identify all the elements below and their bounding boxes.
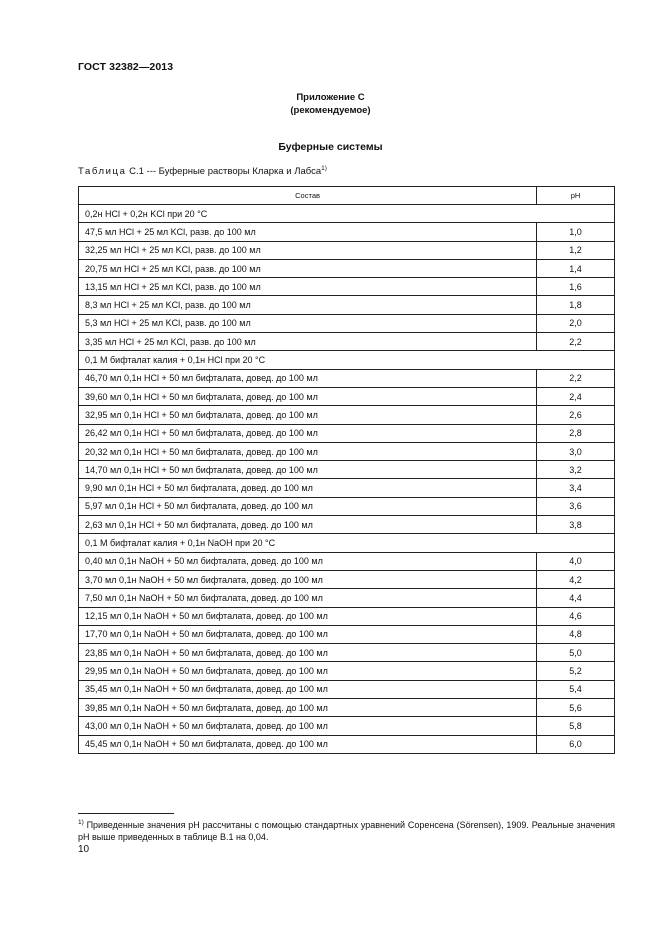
group-header-row xyxy=(79,534,615,552)
column-header-ph: pH xyxy=(537,187,615,205)
ph-cell: 3,4 xyxy=(537,479,615,497)
ph-cell: 1,0 xyxy=(537,223,615,241)
composition-cell: 32,95 мл 0,1н HCl + 50 мл бифталата, довед. до 100 мл xyxy=(79,406,537,424)
composition-cell: 20,32 мл 0,1н HCl + 50 мл бифталата, довед. до 100 мл xyxy=(79,442,537,460)
table-row xyxy=(79,424,615,442)
footnote-text: Приведенные значения рН рассчитаны с помощью стандартных уравнений Соренсена (Sörensen), 1909. Реальные значения рН выше приведенных в таблице В.1 на 0,04. xyxy=(78,820,615,842)
ph-cell: 2,6 xyxy=(537,406,615,424)
table-row xyxy=(79,625,615,643)
footnote-mark: 1) xyxy=(78,819,84,826)
table-row xyxy=(79,387,615,405)
footnote xyxy=(78,817,615,843)
composition-cell: 2,63 мл 0,1н HCl + 50 мл бифталата, довед. до 100 мл xyxy=(79,516,537,534)
composition-cell: 0,40 мл 0,1н NaOH + 50 мл бифталата, довед. до 100 мл xyxy=(79,552,537,570)
table-row xyxy=(79,296,615,314)
composition-cell: 46,70 мл 0,1н HCl + 50 мл бифталата, довед. до 100 мл xyxy=(79,369,537,387)
ph-cell: 4,6 xyxy=(537,607,615,625)
composition-cell: 7,50 мл 0,1н NaOH + 50 мл бифталата, довед. до 100 мл xyxy=(79,589,537,607)
composition-cell: 12,15 мл 0,1н NaOH + 50 мл бифталата, довед. до 100 мл xyxy=(79,607,537,625)
composition-cell: 8,3 мл HCl + 25 мл KCl, разв. до 100 мл xyxy=(79,296,537,314)
composition-cell: 9,90 мл 0,1н HCl + 50 мл бифталата, довед. до 100 мл xyxy=(79,479,537,497)
ph-cell: 4,8 xyxy=(537,625,615,643)
table-row xyxy=(79,607,615,625)
table-caption xyxy=(78,165,327,177)
table-row xyxy=(79,369,615,387)
composition-cell: 20,75 мл HCl + 25 мл KCl, разв. до 100 мл xyxy=(79,259,537,277)
table-row xyxy=(79,442,615,460)
ph-cell: 3,0 xyxy=(537,442,615,460)
composition-cell: 32,25 мл HCl + 25 мл KCl, разв. до 100 мл xyxy=(79,241,537,259)
group-title: 0,1 М бифталат калия + 0,1н NaOH при 20 °С xyxy=(79,534,615,552)
appendix-title: Приложение С xyxy=(296,92,365,103)
group-header-row xyxy=(79,351,615,369)
ph-cell: 5,0 xyxy=(537,644,615,662)
ph-cell: 1,4 xyxy=(537,259,615,277)
composition-cell: 3,70 мл 0,1н NaOH + 50 мл бифталата, довед. до 100 мл xyxy=(79,570,537,588)
table-row xyxy=(79,662,615,680)
table-row xyxy=(79,461,615,479)
composition-cell: 5,97 мл 0,1н HCl + 50 мл бифталата, довед. до 100 мл xyxy=(79,497,537,515)
ph-cell: 5,4 xyxy=(537,680,615,698)
composition-cell: 14,70 мл 0,1н HCl + 50 мл бифталата, довед. до 100 мл xyxy=(79,461,537,479)
table-row xyxy=(79,497,615,515)
table-row xyxy=(79,479,615,497)
ph-cell: 1,6 xyxy=(537,278,615,296)
group-header-row xyxy=(79,205,615,223)
composition-cell: 45,45 мл 0,1н NaOH + 50 мл бифталата, довед. до 100 мл xyxy=(79,735,537,753)
composition-cell: 26,42 мл 0,1н HCl + 50 мл бифталата, довед. до 100 мл xyxy=(79,424,537,442)
composition-cell: 39,60 мл 0,1н HCl + 50 мл бифталата, довед. до 100 мл xyxy=(79,387,537,405)
ph-cell: 3,6 xyxy=(537,497,615,515)
table-row xyxy=(79,735,615,753)
table-row xyxy=(79,278,615,296)
ph-cell: 3,8 xyxy=(537,516,615,534)
section-title: Буферные системы xyxy=(278,141,383,153)
table-row xyxy=(79,223,615,241)
ph-cell: 3,2 xyxy=(537,461,615,479)
table-row xyxy=(79,699,615,717)
table-row xyxy=(79,333,615,351)
composition-cell: 43,00 мл 0,1н NaOH + 50 мл бифталата, довед. до 100 мл xyxy=(79,717,537,735)
buffer-solutions-table xyxy=(78,186,615,754)
table-row xyxy=(79,570,615,588)
table-body xyxy=(79,205,615,754)
ph-cell: 6,0 xyxy=(537,735,615,753)
composition-cell: 13,15 мл HCl + 25 мл KCl, разв. до 100 мл xyxy=(79,278,537,296)
table-header-row xyxy=(79,187,615,205)
composition-cell: 47,5 мл HCl + 25 мл KCl, разв. до 100 мл xyxy=(79,223,537,241)
composition-cell: 3,35 мл HCl + 25 мл KCl, разв. до 100 мл xyxy=(79,333,537,351)
table-caption-dash: --- xyxy=(146,166,157,178)
table-row xyxy=(79,644,615,662)
composition-cell: 17,70 мл 0,1н NaOH + 50 мл бифталата, довед. до 100 мл xyxy=(79,625,537,643)
composition-cell: 39,85 мл 0,1н NaOH + 50 мл бифталата, довед. до 100 мл xyxy=(79,699,537,717)
ph-cell: 4,4 xyxy=(537,589,615,607)
appendix-heading xyxy=(0,91,661,117)
table-row xyxy=(79,717,615,735)
table-row xyxy=(79,314,615,332)
table-row xyxy=(79,406,615,424)
ph-cell: 2,2 xyxy=(537,369,615,387)
appendix-subtitle: (рекомендуемое) xyxy=(290,105,371,116)
ph-cell: 2,2 xyxy=(537,333,615,351)
composition-cell: 35,45 мл 0,1н NaOH + 50 мл бифталата, довед. до 100 мл xyxy=(79,680,537,698)
ph-cell: 5,6 xyxy=(537,699,615,717)
ph-cell: 4,0 xyxy=(537,552,615,570)
column-header-composition: Состав xyxy=(79,187,537,205)
table-row xyxy=(79,241,615,259)
table-row xyxy=(79,589,615,607)
composition-cell: 5,3 мл HCl + 25 мл KCl, разв. до 100 мл xyxy=(79,314,537,332)
ph-cell: 2,8 xyxy=(537,424,615,442)
group-title: 0,1 М бифталат калия + 0,1н HCl при 20 °С xyxy=(79,351,615,369)
table-row xyxy=(79,680,615,698)
ph-cell: 1,8 xyxy=(537,296,615,314)
footnote-separator xyxy=(78,813,174,814)
ph-cell: 4,2 xyxy=(537,570,615,588)
table-caption-footnote-mark: 1) xyxy=(321,165,327,172)
table-caption-text: Буферные растворы Кларка и Лабса xyxy=(158,166,322,178)
composition-cell: 23,85 мл 0,1н NaOH + 50 мл бифталата, довед. до 100 мл xyxy=(79,644,537,662)
ph-cell: 2,0 xyxy=(537,314,615,332)
ph-cell: 1,2 xyxy=(537,241,615,259)
ph-cell: 2,4 xyxy=(537,387,615,405)
page-number: 10 xyxy=(78,844,90,855)
document-standard-number: ГОСТ 32382—2013 xyxy=(78,61,174,73)
table-caption-number: С.1 xyxy=(129,166,144,178)
group-title: 0,2н HCl + 0,2н KCl при 20 °С xyxy=(79,205,615,223)
composition-cell: 29,95 мл 0,1н NaOH + 50 мл бифталата, довед. до 100 мл xyxy=(79,662,537,680)
table-row xyxy=(79,259,615,277)
table-row xyxy=(79,552,615,570)
ph-cell: 5,8 xyxy=(537,717,615,735)
table-row xyxy=(79,516,615,534)
table-caption-label: Таблица xyxy=(78,166,127,178)
ph-cell: 5,2 xyxy=(537,662,615,680)
